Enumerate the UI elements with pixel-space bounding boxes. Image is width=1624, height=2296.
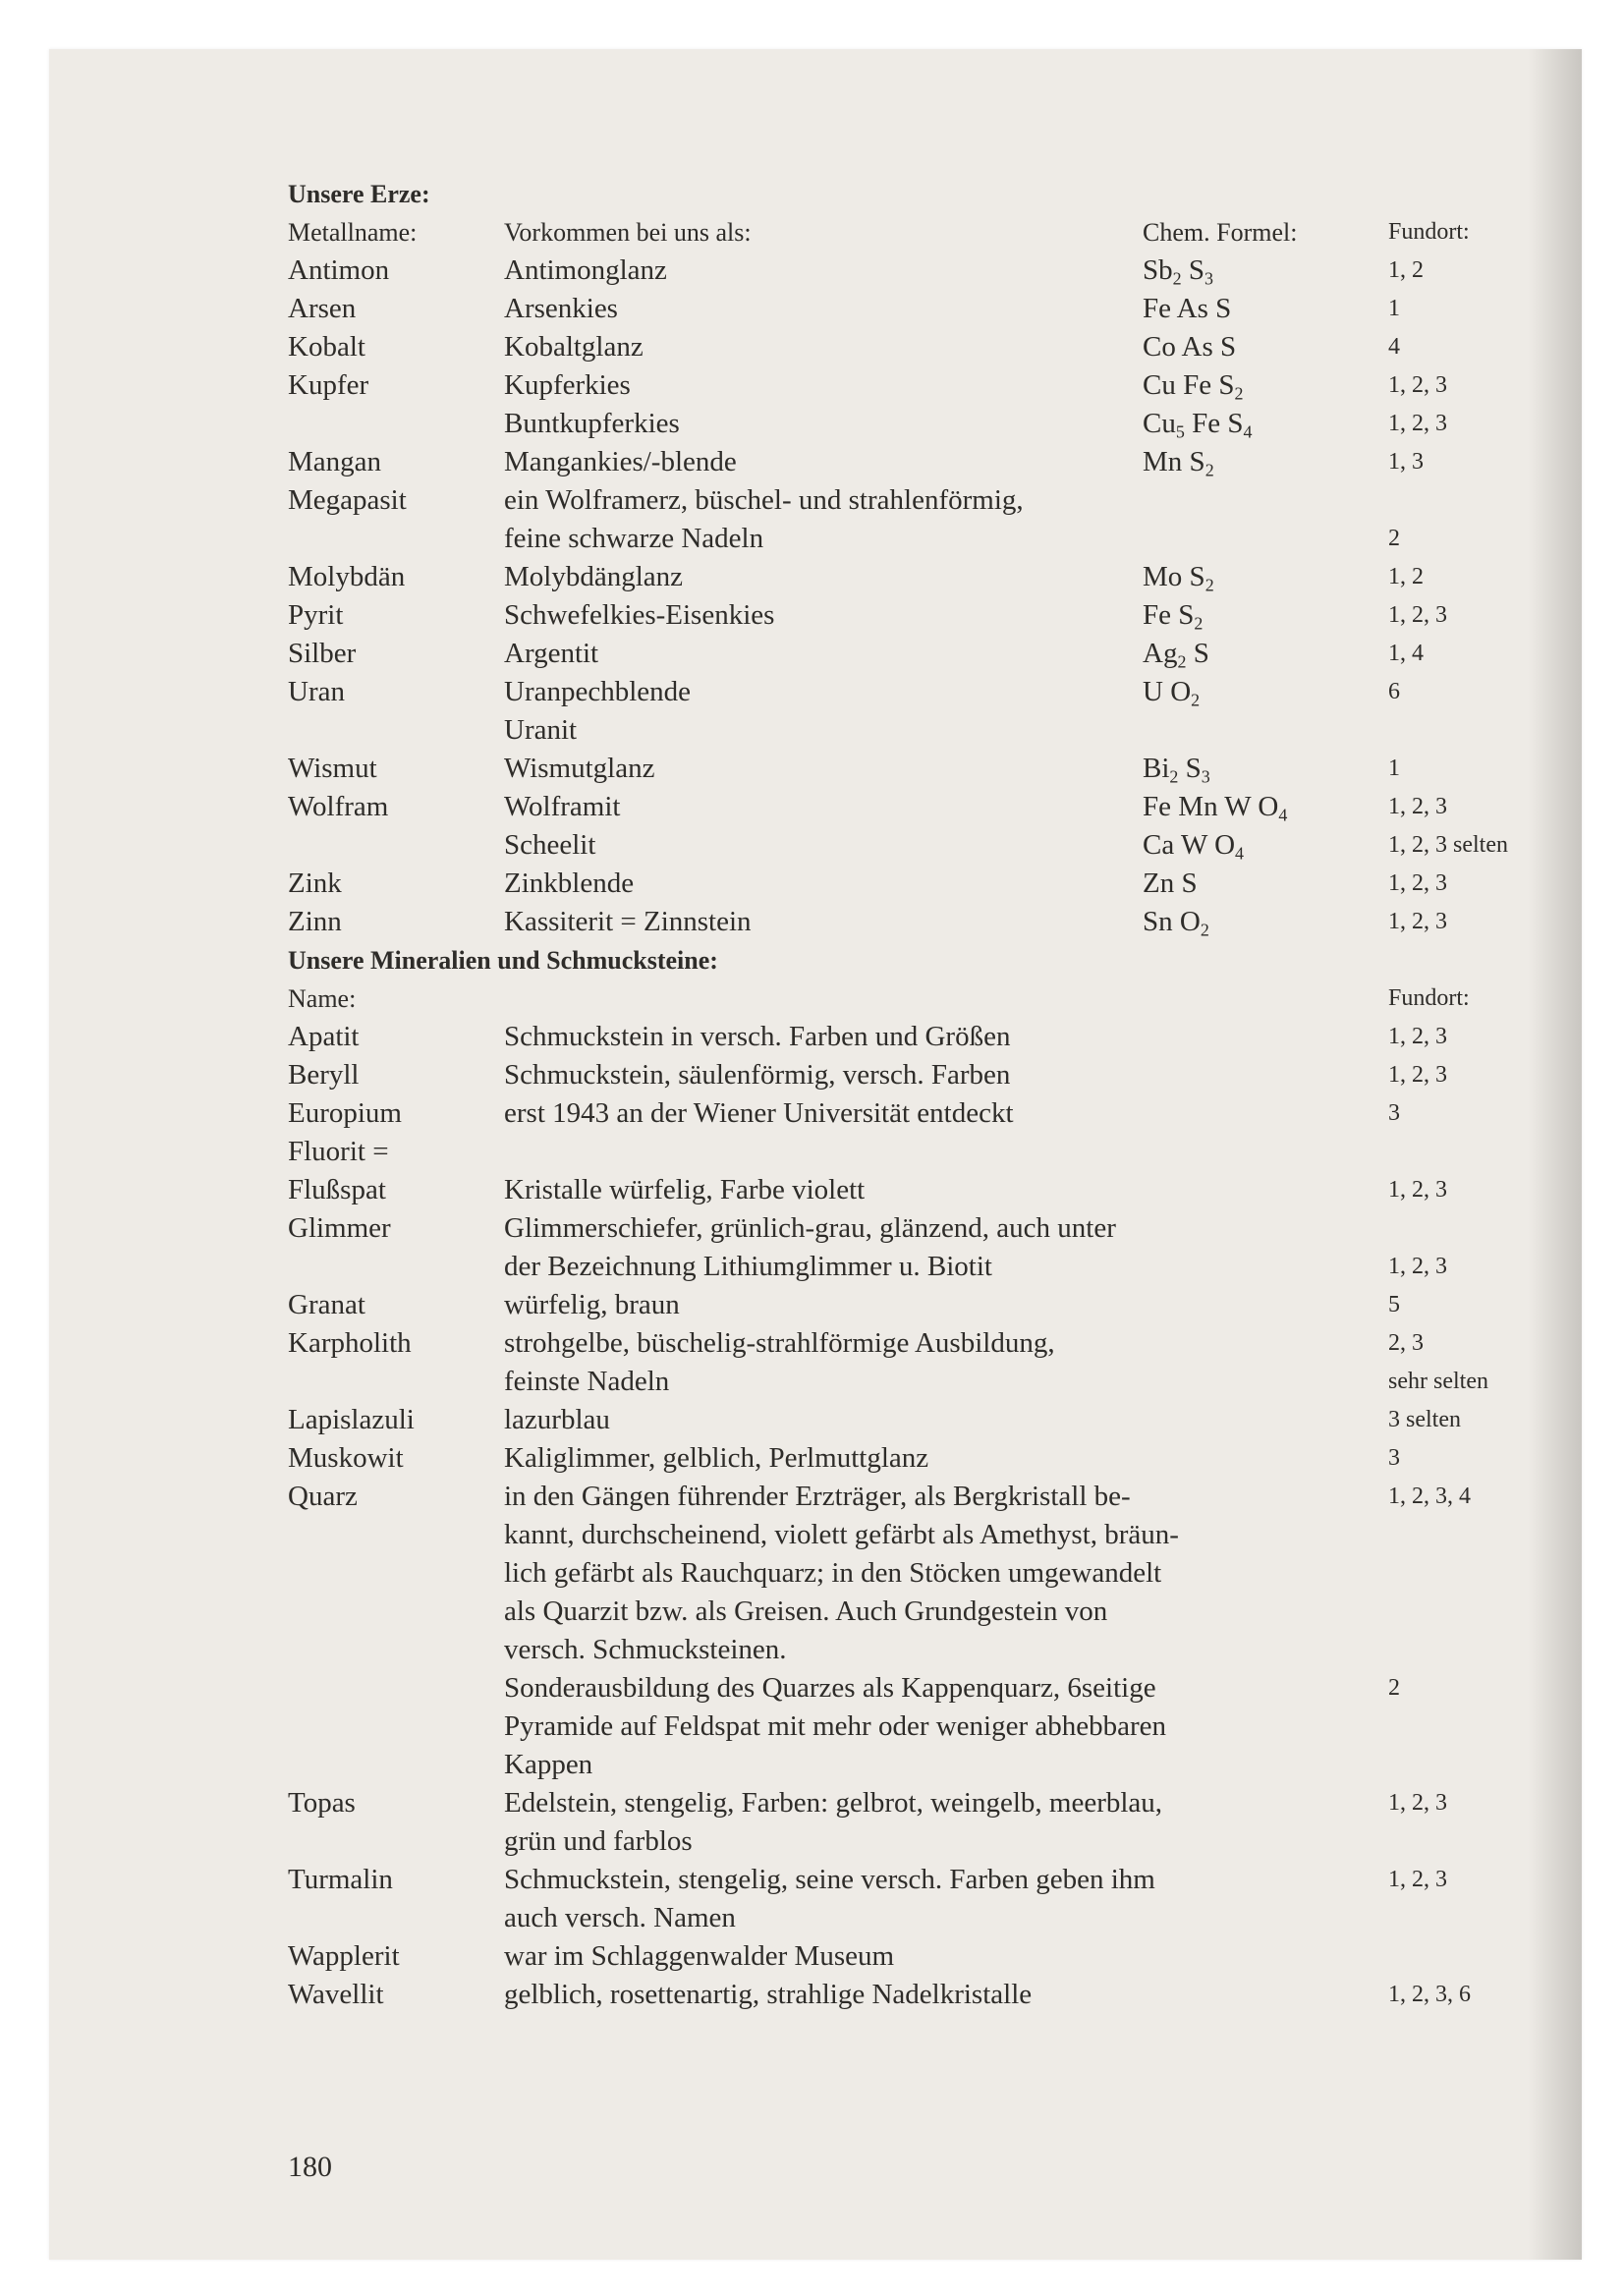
- table-row: [288, 788, 1565, 826]
- cell-fundort: 3: [1388, 1100, 1400, 1126]
- cell-name: Granat: [288, 1289, 365, 1320]
- col-header-mineral-fundort: Fundort:: [1388, 985, 1470, 1011]
- cell-description: Edelstein, stengelig, Farben: gelbrot, weingelb, meerblau,: [504, 1787, 1163, 1819]
- cell-description: Arsenkies: [504, 293, 618, 324]
- cell-fundort: 1, 2, 3, 6: [1388, 1982, 1471, 2007]
- cell-description: Wolframit: [504, 791, 621, 822]
- cell-fundort: 1, 2, 3: [1388, 372, 1447, 398]
- table-row: [288, 1516, 1565, 1554]
- cell-description: Sonderausbildung des Quarzes als Kappenquarz, 6seitige: [504, 1672, 1156, 1704]
- cell-description: ein Wolframerz, büschel- und strahlenförmig,: [504, 484, 1024, 516]
- col-header-metal-name: Metallname:: [288, 218, 418, 247]
- cell-description: lazurblau: [504, 1404, 610, 1435]
- cell-fundort: 2: [1388, 1675, 1400, 1701]
- table-row: [288, 1363, 1565, 1401]
- cell-fundort: 1, 2: [1388, 564, 1424, 589]
- cell-fundort: 1, 2, 3: [1388, 1177, 1447, 1203]
- cell-description: als Quarzit bzw. als Greisen. Auch Grundgestein von: [504, 1596, 1108, 1627]
- cell-fundort: 1, 2, 3: [1388, 411, 1447, 436]
- cell-fundort: 3: [1388, 1445, 1400, 1471]
- cell-name: Wismut: [288, 753, 377, 784]
- cell-formula: U $O_2$: [1143, 676, 1201, 710]
- cell-description: Schwefelkies-Eisenkies: [504, 599, 775, 631]
- cell-formula: Mn $S_2$: [1143, 446, 1214, 480]
- table-row: [288, 366, 1565, 405]
- cell-name: Uran: [288, 676, 345, 707]
- cell-description: Buntkupferkies: [504, 408, 680, 439]
- table-row: [288, 1861, 1565, 1899]
- table-row: [288, 1593, 1565, 1631]
- cell-fundort: 1, 2, 3: [1388, 1790, 1447, 1816]
- cell-fundort: 1: [1388, 296, 1400, 321]
- cell-formula: $Ag_2$ S: [1143, 638, 1209, 672]
- cell-formula: $Cu_5$ Fe $S_4$: [1143, 408, 1253, 442]
- table-row: [288, 1439, 1565, 1478]
- table-row: [288, 481, 1565, 520]
- table-row: [288, 1248, 1565, 1286]
- cell-description: war im Schlaggenwalder Museum: [504, 1940, 895, 1972]
- table-row: [288, 1056, 1565, 1094]
- cell-name: Megapasit: [288, 484, 407, 516]
- cell-fundort: 1, 2, 3 selten: [1388, 832, 1508, 858]
- cell-name: Wapplerit: [288, 1940, 400, 1972]
- table-row: [288, 405, 1565, 443]
- cell-description: Kappen: [504, 1749, 593, 1780]
- cell-fundort: 2: [1388, 526, 1400, 551]
- table-row: [288, 673, 1565, 711]
- table-row: [288, 520, 1565, 558]
- cell-fundort: 1, 2, 3: [1388, 1062, 1447, 1088]
- table-row: [288, 290, 1565, 328]
- cell-fundort: 1, 2: [1388, 257, 1424, 283]
- table-row: [288, 865, 1565, 903]
- cell-name: Wavellit: [288, 1979, 384, 2010]
- table-row: [288, 1746, 1565, 1784]
- cell-name: Beryll: [288, 1059, 360, 1091]
- table-row: [288, 1554, 1565, 1593]
- table-row: [288, 1708, 1565, 1746]
- cell-description: feinste Nadeln: [504, 1366, 670, 1397]
- cell-name: Zinn: [288, 906, 342, 937]
- cell-fundort: 1, 2, 3: [1388, 1024, 1447, 1049]
- cell-description: erst 1943 an der Wiener Universität entdeckt: [504, 1097, 1014, 1129]
- table-row: [288, 1631, 1565, 1669]
- cell-name: Karpholith: [288, 1327, 412, 1359]
- cell-description: feine schwarze Nadeln: [504, 523, 764, 554]
- table-row: [288, 1133, 1565, 1171]
- cell-name: Quarz: [288, 1481, 358, 1512]
- cell-fundort: 1, 2, 3: [1388, 909, 1447, 934]
- table-row: [288, 1976, 1565, 2014]
- table-row: [288, 1094, 1565, 1133]
- ores-table: [288, 252, 1565, 941]
- cell-description: der Bezeichnung Lithiumglimmer u. Biotit: [504, 1251, 992, 1282]
- cell-name: Kobalt: [288, 331, 365, 363]
- cell-description: grün und farblos: [504, 1825, 693, 1857]
- table-row: [288, 443, 1565, 481]
- cell-fundort: 1, 2, 3: [1388, 870, 1447, 896]
- cell-description: Kupferkies: [504, 369, 631, 401]
- cell-fundort: sehr selten: [1388, 1369, 1488, 1394]
- cell-fundort: 6: [1388, 679, 1400, 704]
- book-page: [49, 49, 1582, 2260]
- minerals-table: [288, 1018, 1565, 2014]
- cell-name: Zink: [288, 868, 342, 899]
- cell-description: Schmuckstein, säulenförmig, versch. Farben: [504, 1059, 1011, 1091]
- cell-description: Molybdänglanz: [504, 561, 684, 592]
- ores-heading: Unsere Erze:: [288, 180, 430, 208]
- table-row: [288, 1784, 1565, 1822]
- cell-description: kannt, durchscheinend, violett gefärbt als Amethyst, bräun-: [504, 1519, 1179, 1550]
- col-header-formula: Chem. Formel:: [1143, 218, 1298, 247]
- cell-description: gelblich, rosettenartig, strahlige Nadelkristalle: [504, 1979, 1033, 2010]
- cell-formula: Sn $O_2$: [1143, 906, 1209, 940]
- cell-description: Kaliglimmer, gelblich, Perlmuttglanz: [504, 1442, 929, 1474]
- cell-name: Antimon: [288, 254, 390, 286]
- cell-fundort: 1, 2, 3: [1388, 1254, 1447, 1279]
- col-header-occurrence: Vorkommen bei uns als:: [504, 218, 752, 247]
- table-row: [288, 1171, 1565, 1209]
- cell-fundort: 3 selten: [1388, 1407, 1461, 1432]
- cell-description: lich gefärbt als Rauchquarz; in den Stöcken umgewandelt: [504, 1557, 1162, 1589]
- cell-fundort: 1, 2, 3: [1388, 1867, 1447, 1892]
- col-header-name: Name:: [288, 984, 357, 1013]
- cell-description: Scheelit: [504, 829, 596, 861]
- cell-name: Muskowit: [288, 1442, 404, 1474]
- cell-description: Glimmerschiefer, grünlich-grau, glänzend, auch unter: [504, 1212, 1116, 1244]
- cell-description: Zinkblende: [504, 868, 635, 899]
- cell-fundort: 1: [1388, 756, 1400, 781]
- cell-description: versch. Schmucksteinen.: [504, 1634, 787, 1665]
- table-row: [288, 1018, 1565, 1056]
- cell-description: Mangankies/-blende: [504, 446, 737, 477]
- table-row: [288, 1822, 1565, 1861]
- cell-fundort: 1, 2, 3: [1388, 794, 1447, 819]
- cell-description: Kassiterit = Zinnstein: [504, 906, 752, 937]
- cell-formula: Cu Fe $S_2$: [1143, 369, 1244, 404]
- cell-description: Schmuckstein in versch. Farben und Größen: [504, 1021, 1011, 1052]
- table-row: [288, 1669, 1565, 1708]
- table-row: [288, 826, 1565, 865]
- table-row: [288, 558, 1565, 596]
- cell-description: Uranpechblende: [504, 676, 692, 707]
- cell-name: Lapislazuli: [288, 1404, 415, 1435]
- cell-name: Molybdän: [288, 561, 406, 592]
- cell-formula: Fe $S_2$: [1143, 599, 1204, 634]
- col-header-fundort: Fundort:: [1388, 219, 1470, 245]
- cell-formula: $Bi_2$ $S_3$: [1143, 753, 1210, 787]
- cell-formula: Co As S: [1143, 331, 1237, 363]
- cell-name: Topas: [288, 1787, 356, 1819]
- table-row: [288, 1937, 1565, 1976]
- cell-description: Kobaltglanz: [504, 331, 644, 363]
- cell-name: Glimmer: [288, 1212, 391, 1244]
- cell-name: Silber: [288, 638, 357, 669]
- cell-name: Wolfram: [288, 791, 389, 822]
- cell-fundort: 1, 3: [1388, 449, 1424, 475]
- cell-name: Turmalin: [288, 1864, 393, 1895]
- cell-name: Pyrit: [288, 599, 344, 631]
- cell-fundort: 1, 2, 3, 4: [1388, 1484, 1471, 1509]
- cell-formula: Mo $S_2$: [1143, 561, 1214, 595]
- cell-description: Kristalle würfelig, Farbe violett: [504, 1174, 866, 1205]
- cell-name: Europium: [288, 1097, 402, 1129]
- table-row: [288, 1286, 1565, 1324]
- table-row: [288, 750, 1565, 788]
- table-row: [288, 711, 1565, 750]
- table-row: [288, 635, 1565, 673]
- cell-description: in den Gängen führender Erzträger, als Bergkristall be-: [504, 1481, 1131, 1512]
- table-row: [288, 1899, 1565, 1937]
- table-row: [288, 1478, 1565, 1516]
- table-row: [288, 1324, 1565, 1363]
- ores-column-headers: [288, 213, 1565, 252]
- cell-fundort: 2, 3: [1388, 1330, 1424, 1356]
- cell-description: würfelig, braun: [504, 1289, 680, 1320]
- cell-formula: Fe Mn W $O_4$: [1143, 791, 1288, 825]
- table-row: [288, 1209, 1565, 1248]
- cell-description: Wismutglanz: [504, 753, 655, 784]
- page-content: [288, 175, 1565, 2014]
- cell-fundort: 1, 2, 3: [1388, 602, 1447, 628]
- cell-name: Fluorit =: [288, 1136, 389, 1167]
- page-number: 180: [288, 2151, 332, 2183]
- cell-description: Schmuckstein, stengelig, seine versch. Farben geben ihm: [504, 1864, 1155, 1895]
- cell-formula: Fe As S: [1143, 293, 1232, 324]
- table-row: [288, 328, 1565, 366]
- cell-fundort: 4: [1388, 334, 1400, 360]
- cell-description: Antimonglanz: [504, 254, 667, 286]
- cell-description: Pyramide auf Feldspat mit mehr oder weniger abhebbaren: [504, 1710, 1167, 1742]
- cell-name: Mangan: [288, 446, 382, 477]
- cell-formula: Zn S: [1143, 868, 1198, 899]
- table-row: [288, 252, 1565, 290]
- minerals-column-headers: [288, 980, 1565, 1018]
- cell-name: Arsen: [288, 293, 357, 324]
- table-row: [288, 596, 1565, 635]
- minerals-heading: Unsere Mineralien und Schmucksteine:: [288, 946, 718, 975]
- cell-description: Argentit: [504, 638, 599, 669]
- table-row: [288, 1401, 1565, 1439]
- cell-name: Kupfer: [288, 369, 369, 401]
- cell-fundort: 5: [1388, 1292, 1400, 1317]
- cell-formula: $Sb_2$ $S_3$: [1143, 254, 1213, 289]
- cell-description: auch versch. Namen: [504, 1902, 736, 1933]
- cell-fundort: 1, 4: [1388, 641, 1424, 666]
- table-row: [288, 903, 1565, 941]
- cell-description: strohgelbe, büschelig-strahlförmige Ausbildung,: [504, 1327, 1055, 1359]
- cell-formula: Ca W $O_4$: [1143, 829, 1244, 864]
- cell-name: Flußspat: [288, 1174, 386, 1205]
- cell-description: Uranit: [504, 714, 578, 746]
- cell-name: Apatit: [288, 1021, 360, 1052]
